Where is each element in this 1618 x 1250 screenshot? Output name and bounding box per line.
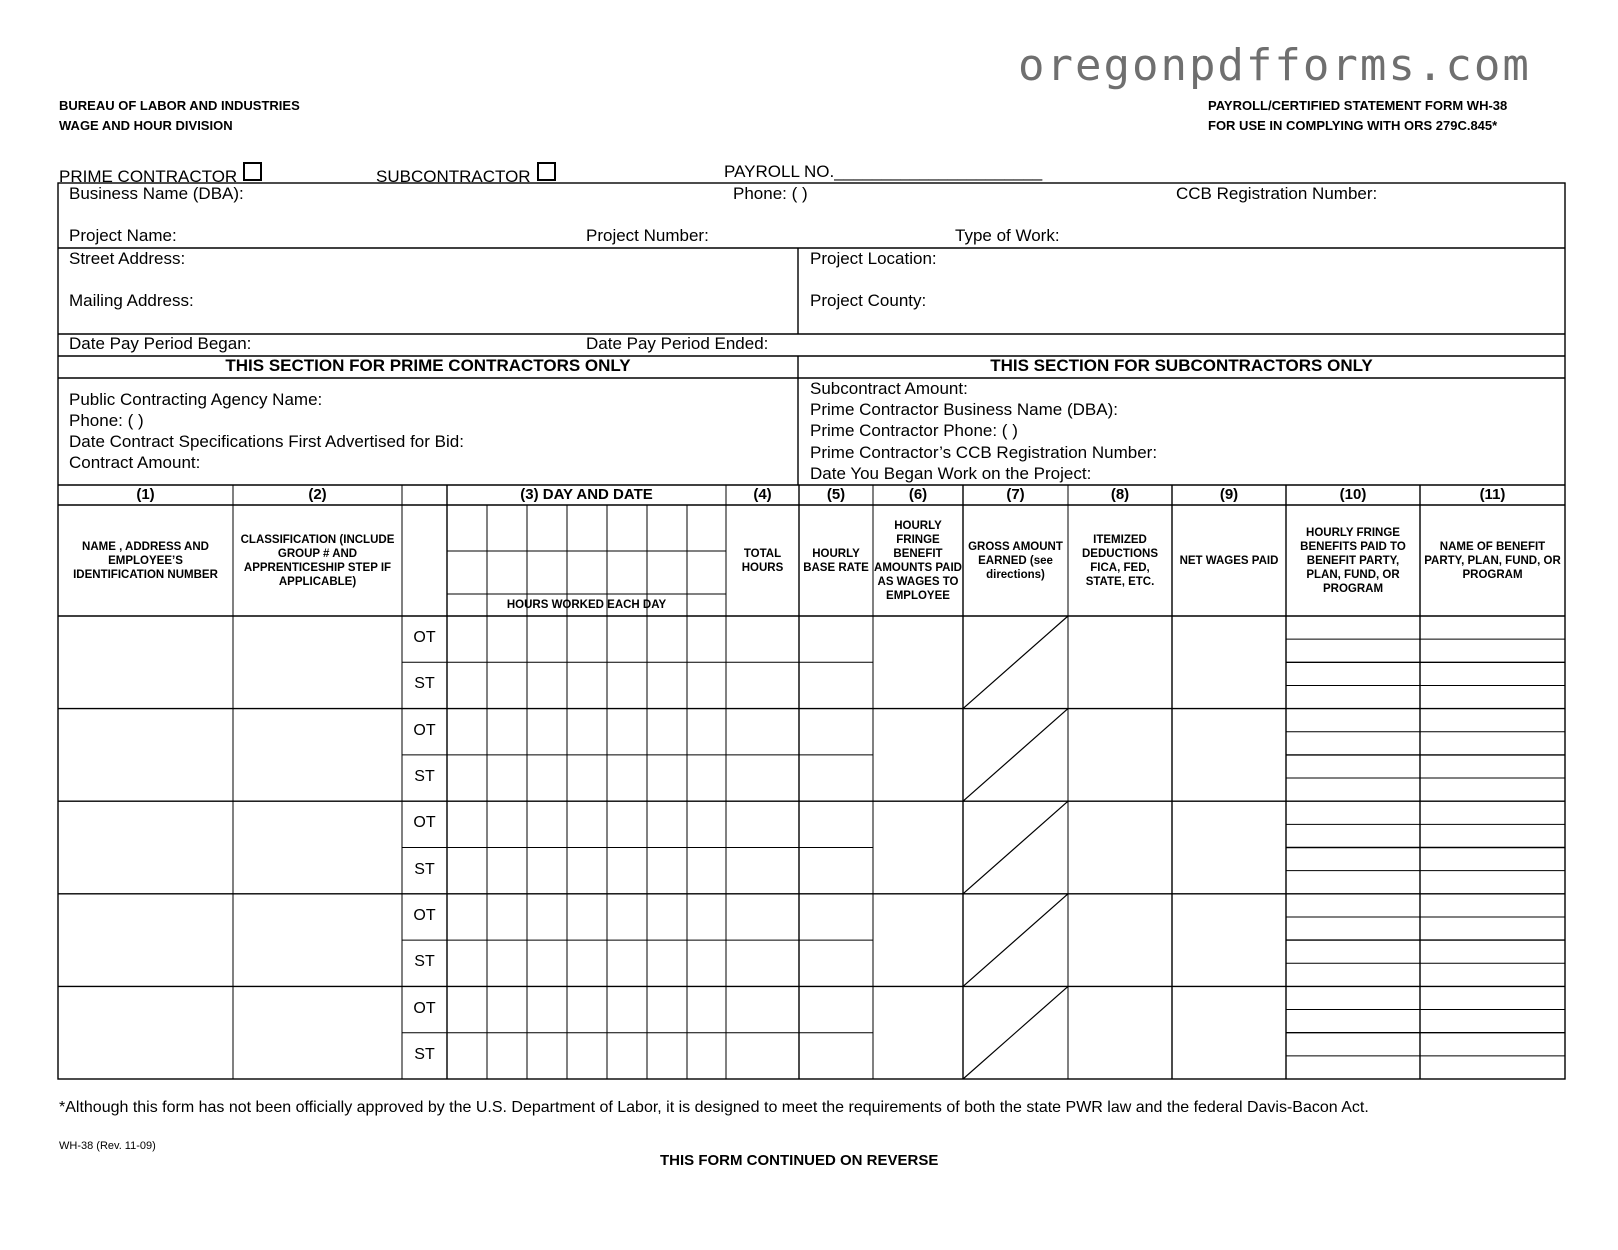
form-title-line-2: FOR USE IN COMPLYING WITH ORS 279C.845* — [1208, 118, 1498, 133]
st-label: ST — [414, 860, 435, 878]
st-label: ST — [414, 953, 435, 971]
col-number-4: (4) — [753, 486, 772, 503]
prime-phone-field[interactable]: Prime Contractor Phone: ( ) — [810, 421, 1018, 440]
col-number-5: (5) — [826, 486, 846, 503]
ot-label: OT — [413, 629, 436, 647]
footnote: *Although this form has not been officially approved by the U.S. Department of Labor, it is designed to meet the requirements of both the state PWR law and the federal Davis-Bacon Act. — [59, 1099, 1369, 1116]
col-header-name: NAME , ADDRESS AND EMPLOYEE’S IDENTIFICATION NUMBER — [73, 541, 218, 581]
st-label: ST — [414, 768, 435, 786]
col-header-benefit-party: NAME OF BENEFIT PARTY, PLAN, FUND, OR PROGRAM — [1424, 541, 1561, 581]
form-revision: WH-38 (Rev. 11-09) — [59, 1140, 156, 1152]
street-address-field[interactable]: Street Address: — [69, 249, 186, 268]
date-pay-period-ended-field[interactable]: Date Pay Period Ended: — [586, 334, 769, 353]
form-title-line-1: PAYROLL/CERTIFIED STATEMENT FORM WH-38 — [1208, 98, 1508, 113]
date-began-work-field[interactable]: Date You Began Work on the Project: — [810, 464, 1092, 483]
business-name-field[interactable]: Business Name (DBA): — [69, 184, 244, 203]
st-label: ST — [414, 675, 435, 693]
st-label: ST — [414, 1045, 435, 1063]
col-header-classification: CLASSIFICATION (INCLUDE GROUP # AND APPRENTICESHIP STEP IF APPLICABLE) — [240, 534, 395, 588]
agency-line-1: BUREAU OF LABOR AND INDUSTRIES — [59, 98, 300, 113]
col-header-fringe-as-wages: HOURLY FRINGE BENEFIT AMOUNTS PAID AS WAGES TO EMPLOYEE — [874, 520, 962, 602]
prime-ccb-field[interactable]: Prime Contractor’s CCB Registration Number: — [810, 443, 1158, 462]
sub-section-title: THIS SECTION FOR SUBCONTRACTORS ONLY — [990, 356, 1373, 375]
project-county-field[interactable]: Project County: — [810, 291, 927, 310]
project-location-field[interactable]: Project Location: — [810, 249, 937, 268]
subcontract-amount-field[interactable]: Subcontract Amount: — [810, 379, 968, 398]
col-number-1: (1) — [136, 486, 155, 503]
agency-line-2: WAGE AND HOUR DIVISION — [59, 118, 233, 133]
ot-label: OT — [413, 999, 436, 1017]
prime-contractor-label: PRIME CONTRACTOR — [59, 167, 238, 186]
col-header-total-hours: TOTAL HOURS — [741, 548, 784, 574]
type-of-work-field[interactable]: Type of Work: — [955, 226, 1060, 245]
col-number-11: (11) — [1479, 486, 1506, 503]
ot-label: OT — [413, 814, 436, 832]
mailing-address-field[interactable]: Mailing Address: — [69, 291, 194, 310]
project-number-field[interactable]: Project Number: — [586, 226, 709, 245]
agency-name-field[interactable]: Public Contracting Agency Name: — [69, 390, 323, 409]
col-header-hours-each-day: HOURS WORKED EACH DAY — [506, 599, 667, 611]
date-advertised-field[interactable]: Date Contract Specifications First Advertised for Bid: — [69, 432, 464, 451]
ot-label: OT — [413, 906, 436, 924]
col-header-fringe-paid: HOURLY FRINGE BENEFITS PAID TO BENEFIT PARTY, PLAN, FUND, OR PROGRAM — [1300, 527, 1406, 595]
agency-phone-field[interactable]: Phone: ( ) — [69, 411, 144, 430]
date-pay-period-began-field[interactable]: Date Pay Period Began: — [69, 334, 252, 353]
col-header-deductions: ITEMIZED DEDUCTIONS FICA, FED, STATE, ETC. — [1081, 534, 1159, 588]
contract-amount-field[interactable]: Contract Amount: — [69, 453, 201, 472]
gross-diagonal — [963, 894, 1068, 987]
col-number-8: (8) — [1110, 486, 1130, 503]
col-number-3: (3) DAY AND DATE — [520, 486, 653, 503]
col-header-gross-amount: GROSS AMOUNT EARNED (see directions) — [968, 541, 1063, 581]
gross-diagonal — [963, 616, 1068, 709]
ot-label: OT — [413, 721, 436, 739]
col-header-net-wages: NET WAGES PAID — [1179, 555, 1279, 567]
ccb-registration-field[interactable]: CCB Registration Number: — [1176, 184, 1378, 203]
prime-business-name-field[interactable]: Prime Contractor Business Name (DBA): — [810, 400, 1118, 419]
watermark: oregonpdfforms.com — [1018, 40, 1531, 91]
project-name-field[interactable]: Project Name: — [69, 226, 177, 245]
col-number-6: (6) — [908, 486, 928, 503]
col-header-base-rate: HOURLY BASE RATE — [803, 548, 869, 574]
gross-diagonal — [963, 801, 1068, 894]
col-number-9: (9) — [1219, 486, 1239, 503]
col-number-2: (2) — [308, 486, 327, 503]
gross-diagonal — [963, 709, 1068, 802]
col-number-7: (7) — [1006, 486, 1025, 503]
gross-diagonal — [963, 986, 1068, 1079]
subcontractor-label: SUBCONTRACTOR — [376, 167, 531, 186]
prime-section-title: THIS SECTION FOR PRIME CONTRACTORS ONLY — [225, 356, 631, 375]
payroll-number-field[interactable]: PAYROLL NO.______________________ — [724, 162, 1043, 181]
phone-field[interactable]: Phone: ( ) — [733, 184, 808, 203]
continued-on-reverse: THIS FORM CONTINUED ON REVERSE — [660, 1152, 939, 1169]
col-number-10: (10) — [1339, 486, 1367, 503]
